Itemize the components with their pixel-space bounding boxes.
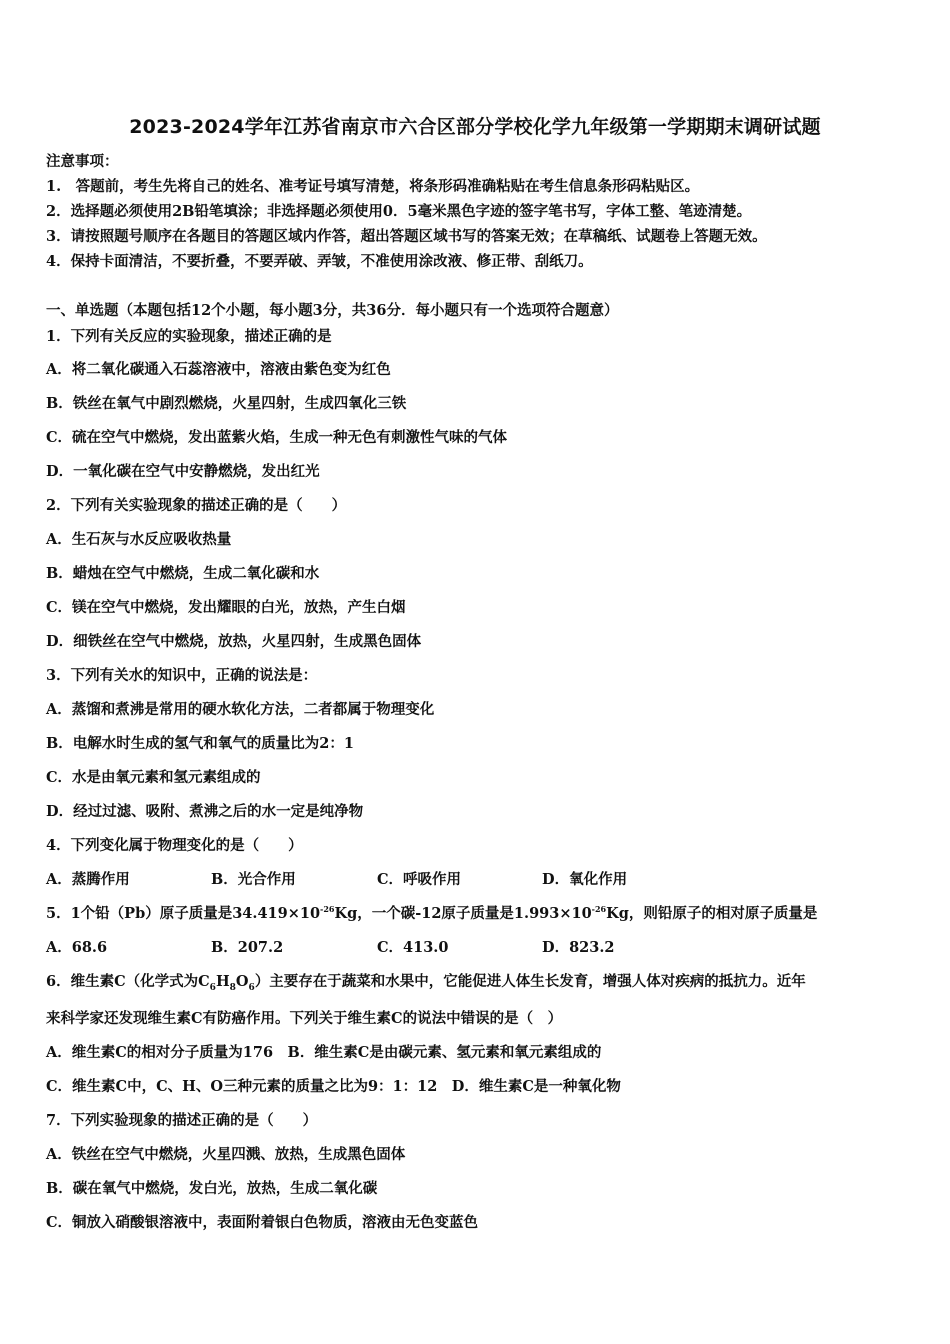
q6-stem-line-1: 6．维生素C（化学式为$C_6H_8O_6$）主要存在于蔬菜和水果中，它能促进人体生长发育，增强人体对疾病的抵抗力。近年 bbox=[46, 973, 806, 993]
notice-item-1: 1. 答题前，考生先将自己的姓名、准考证号填写清楚，将条形码准确粘贴在考生信息条形码粘贴区。 bbox=[46, 178, 700, 195]
q1-option-b: B．铁丝在氧气中剧烈燃烧，火星四射，生成四氧化三铁 bbox=[46, 395, 407, 412]
q5-exponent-1: -26 bbox=[320, 904, 335, 915]
q2-option-a: A．生石灰与水反应吸收热量 bbox=[46, 531, 232, 548]
q6-options-ab: A．维生素C的相对分子质量为176 B．维生素C是由碳元素、氢元素和氧元素组成的 bbox=[46, 1044, 602, 1061]
q6-options-cd: C．维生素C中，C、H、O三种元素的质量之比为9：1：12 D．维生素C是一种氧化物 bbox=[46, 1078, 621, 1095]
q2-option-d: D．细铁丝在空气中燃烧，放热，火星四射，生成黑色固体 bbox=[46, 633, 422, 650]
notice-item-2: 2．选择题必须使用2B铅笔填涂；非选择题必须使用0．5毫米黑色字迹的签字笔书写，字体工整、笔迹清楚。 bbox=[46, 203, 752, 220]
q5-option-d: D．823.2 bbox=[542, 939, 615, 956]
q5-exponent-2: -26 bbox=[591, 904, 607, 915]
q3-option-c: C．水是由氧元素和氢元素组成的 bbox=[46, 769, 261, 786]
q7-stem: 7．下列实验现象的描述正确的是（ ） bbox=[46, 1112, 318, 1129]
q4-option-a: A．蒸腾作用 bbox=[46, 871, 130, 888]
q4-option-c: C．呼吸作用 bbox=[377, 871, 462, 888]
q4-stem: 4．下列变化属于物理变化的是（ ） bbox=[46, 837, 303, 854]
page-title: 2023-2024学年江苏省南京市六合区部分学校化学九年级第一学期期末调研试题 bbox=[129, 116, 821, 138]
q3-stem: 3．下列有关水的知识中，正确的说法是： bbox=[46, 667, 318, 684]
section-heading: 一、单选题（本题包括12个小题，每小题3分，共36分．每小题只有一个选项符合题意） bbox=[46, 302, 619, 319]
q5-stem: 5．1个铅（Pb）原子质量是$34.419\times 10^{-26}Kg$，一个碳-12原子质量是$1.993\times 10^{-26}Kg$，则铅原子的相对原子质量是 bbox=[46, 904, 818, 922]
q1-option-d: D．一氧化碳在空气中安静燃烧，发出红光 bbox=[46, 463, 320, 480]
q4-option-d: D．氧化作用 bbox=[542, 871, 628, 888]
q7-option-b: B．碳在氧气中燃烧，发白光，放热，生成二氧化碳 bbox=[46, 1180, 378, 1197]
q3-option-b: B．电解水时生成的氢气和氧气的质量比为2：1 bbox=[46, 735, 354, 752]
notice-item-3: 3．请按照题号顺序在各题目的答题区域内作答，超出答题区域书写的答案无效；在草稿纸、试题卷上答题无效。 bbox=[46, 228, 767, 245]
q5-option-a: A．68.6 bbox=[46, 939, 108, 956]
q5-option-c: C．413.0 bbox=[377, 939, 449, 956]
notice-heading: 注意事项： bbox=[46, 153, 119, 170]
q7-option-c: C．铜放入硝酸银溶液中，表面附着银白色物质，溶液由无色变蓝色 bbox=[46, 1214, 479, 1231]
q1-option-a: A．将二氧化碳通入石蕊溶液中，溶液由紫色变为红色 bbox=[46, 361, 391, 378]
q4-option-b: B．光合作用 bbox=[211, 871, 296, 888]
q2-option-c: C．镁在空气中燃烧，发出耀眼的白光，放热，产生白烟 bbox=[46, 599, 406, 616]
q3-option-d: D．经过过滤、吸附、煮沸之后的水一定是纯净物 bbox=[46, 803, 364, 820]
q3-option-a: A．蒸馏和煮沸是常用的硬水软化方法，二者都属于物理变化 bbox=[46, 701, 435, 718]
q7-option-a: A．铁丝在空气中燃烧，火星四溅、放热，生成黑色固体 bbox=[46, 1146, 406, 1163]
q2-option-b: B．蜡烛在空气中燃烧，生成二氧化碳和水 bbox=[46, 565, 320, 582]
q6-stem-line-2: 来科学家还发现维生素C有防癌作用。下列关于维生素C的说法中错误的是（ ） bbox=[46, 1010, 563, 1027]
q5-option-b: B．207.2 bbox=[211, 939, 284, 956]
q2-stem: 2．下列有关实验现象的描述正确的是（ ） bbox=[46, 497, 347, 514]
notice-item-4: 4．保持卡面清洁，不要折叠，不要弄破、弄皱，不准使用涂改液、修正带、刮纸刀。 bbox=[46, 253, 593, 270]
q1-option-c: C．硫在空气中燃烧，发出蓝紫火焰，生成一种无色有刺激性气味的气体 bbox=[46, 429, 508, 446]
q1-stem: 1．下列有关反应的实验现象，描述正确的是 bbox=[46, 328, 332, 345]
